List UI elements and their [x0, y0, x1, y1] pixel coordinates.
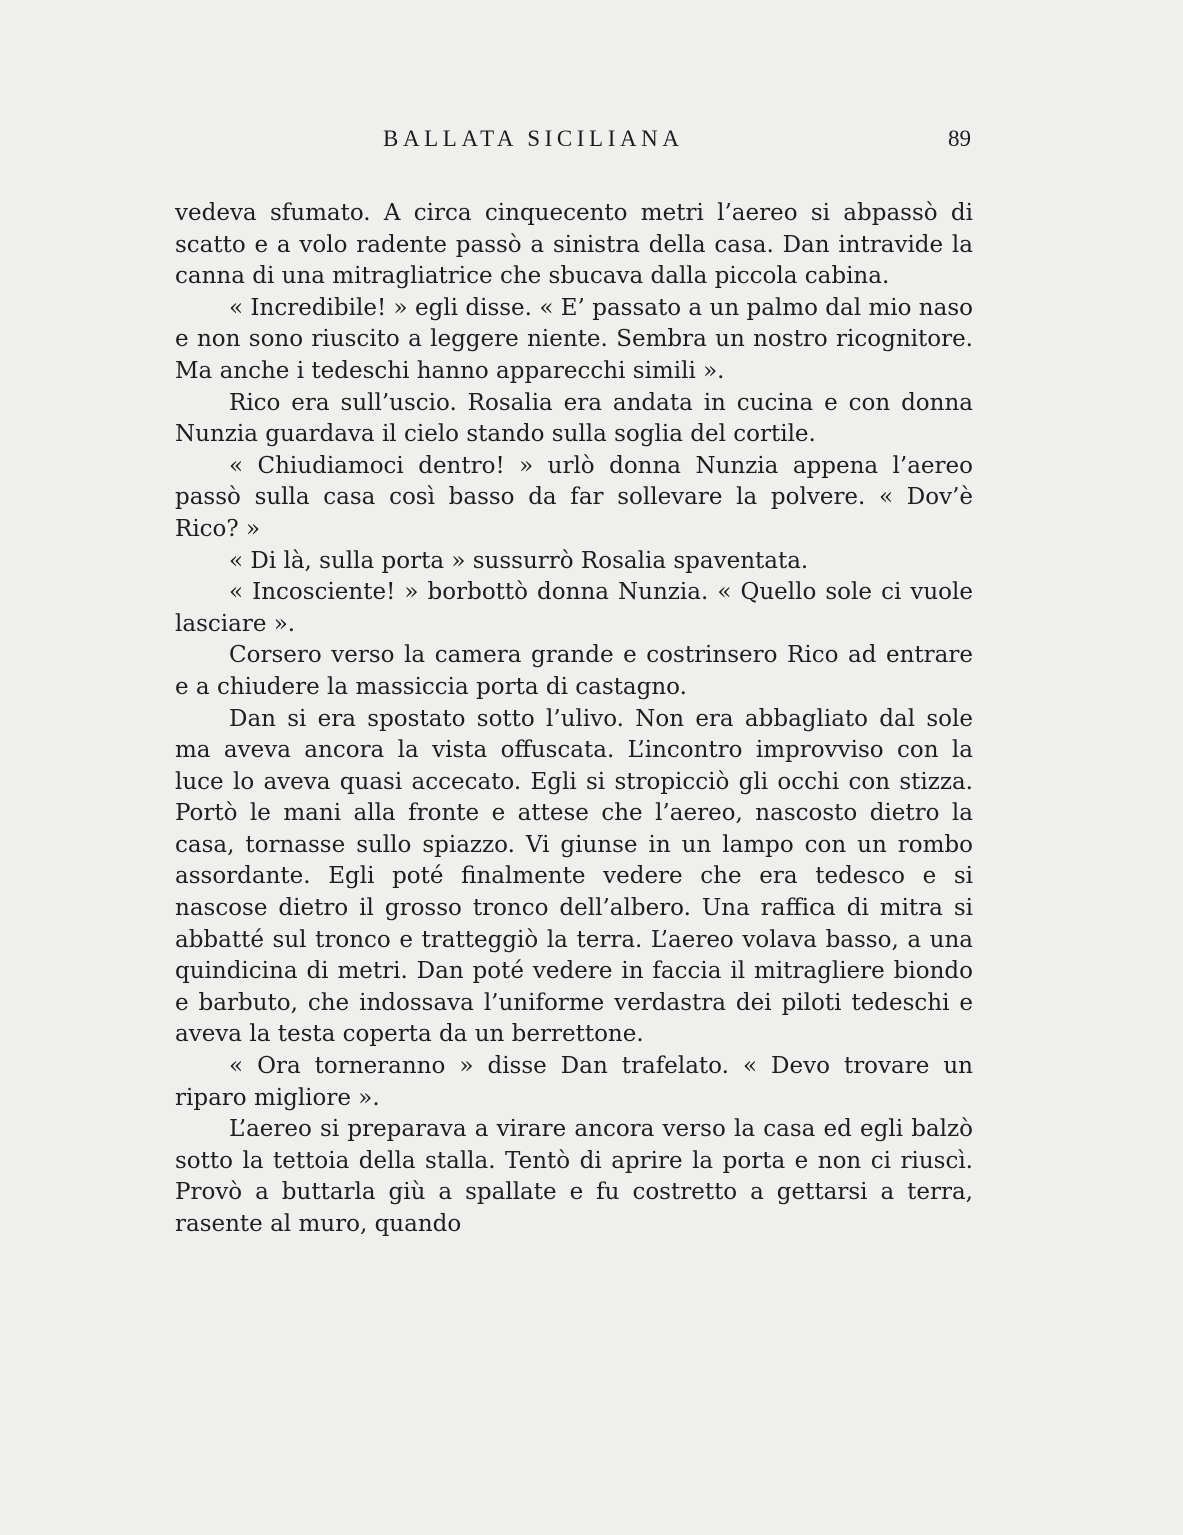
body-text [175, 198, 973, 1241]
paragraph: « Incredibile! » egli disse. « E’ passato a un palmo dal mio naso e non sono riuscito a leggere niente. Sembra un nostro ricognitore. Ma anche i tedeschi hanno apparecchi simili ». [175, 294, 973, 384]
paragraph: Rico era sull’uscio. Rosalia era andata in cucina e con donna Nunzia guardava il cielo stando sulla soglia del cortile. [175, 389, 973, 448]
paragraph: Corsero verso la camera grande e costrinsero Rico ad entrare e a chiudere la massiccia porta di castagno. [175, 642, 973, 700]
page-number: 89 [948, 126, 971, 151]
paragraph: « Di là, sulla porta » sussurrò Rosalia spaventata. [229, 547, 809, 574]
paragraph: L’aereo si preparava a virare ancora verso la casa ed egli balzò sotto la tettoia della stalla. Tentò di aprire la porta e non ci riuscì. Provò a buttarla giù a spallate e fu costretto a gettarsi a terra, rasente al muro, quando [175, 1116, 973, 1237]
paragraph: « Chiudiamoci dentro! » urlò donna Nunzia appena l’aereo passò sulla casa così basso da far sollevare la polvere. « Dov’è Rico? » [175, 452, 973, 542]
running-header-title: BALLATA SICILIANA [383, 126, 684, 151]
paragraph: « Ora torneranno » disse Dan trafelato. « Devo trovare un riparo migliore ». [175, 1053, 973, 1111]
paragraph: vedeva sfumato. A circa cinquecento metri l’aereo si abpassò di scatto e a volo radente passò a sinistra della casa. Dan intravide la canna di una mitragliatrice che sbucava dalla piccola cabina. [175, 200, 973, 290]
running-header [175, 126, 975, 162]
paragraph: « Incosciente! » borbottò donna Nunzia. « Quello sole ci vuole lasciare ». [175, 579, 973, 637]
paragraph: Dan si era spostato sotto l’ulivo. Non era abbagliato dal sole ma aveva ancora la vista offuscata. L’incontro improvviso con la luce lo aveva quasi accecato. Egli si stropicciò gli occhi con stizza. Portò le mani alla fronte e attese che l’aereo, nascosto dietro la casa, tornasse sullo spiazzo. Vi giunse in un lampo con un rombo assordante. Egli poté finalmente vedere che era tedesco e si nascose dietro il grosso tronco dell’albero. Una raffica di mitra si abbatté sul tronco e tratteggiò la terra. L’aereo volava basso, a una quindicina di metri. Dan poté vedere in faccia il mitragliere biondo e barbuto, che indossava l’uniforme verdastra dei piloti tedeschi e aveva la testa coperta da un berrettone. [175, 705, 973, 1048]
